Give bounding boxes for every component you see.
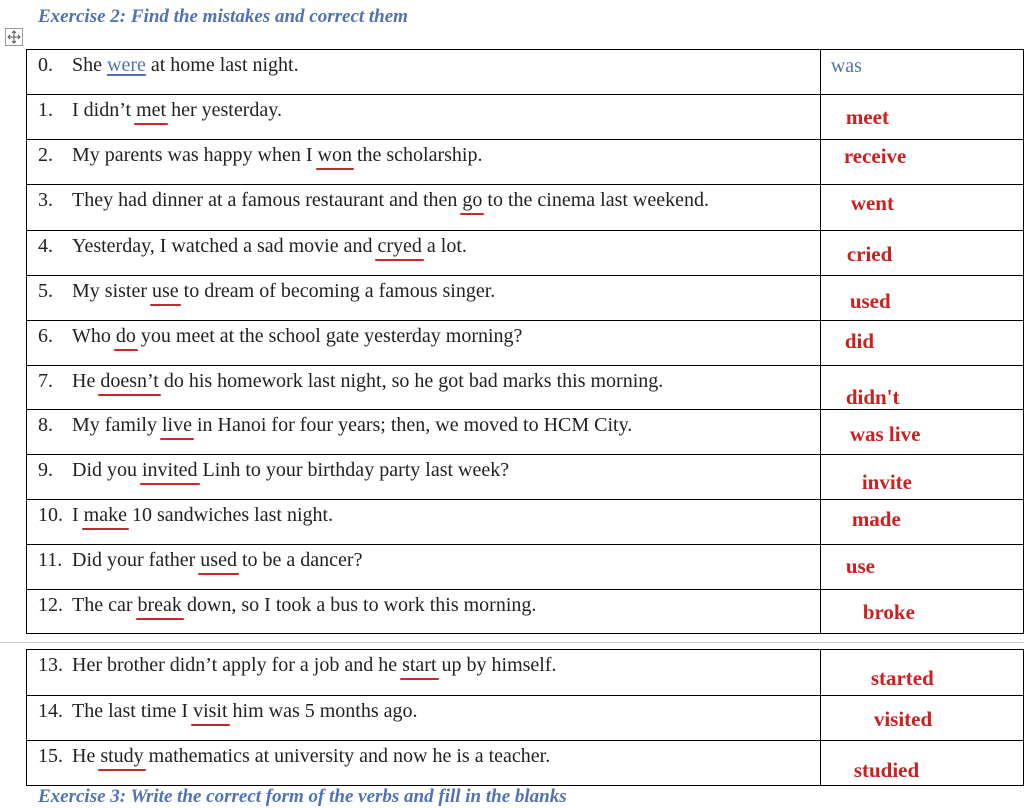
question-cell	[27, 50, 821, 95]
sentence-start: He	[72, 370, 101, 392]
question-number: 3.	[38, 189, 53, 211]
question-number: 5.	[38, 280, 53, 302]
sentence-end: 10 sandwiches last night.	[126, 504, 334, 526]
sentence-start: My sister	[72, 280, 152, 302]
table-row	[27, 95, 1024, 140]
exercise-title: Exercise 2: Find the mistakes and correct them	[38, 6, 408, 27]
sentence-start: Did your father	[72, 549, 201, 571]
sentence-start: Did you	[72, 459, 142, 481]
question-text	[38, 144, 482, 167]
table-row	[27, 366, 1024, 410]
table-row	[27, 185, 1024, 231]
answer-cell[interactable]	[820, 95, 1023, 140]
question-cell	[27, 366, 821, 410]
question-number: 4.	[38, 235, 53, 257]
answer-cell[interactable]	[820, 231, 1023, 276]
sentence-start: I	[72, 504, 84, 526]
question-text	[38, 99, 282, 122]
sentence-end: you meet at the school gate yesterday morning?	[135, 325, 523, 347]
sentence-end: the scholarship.	[351, 144, 483, 166]
underlined-mistake: were	[107, 54, 146, 76]
question-text	[38, 235, 467, 258]
correction-answer: started	[870, 666, 934, 690]
question-cell	[27, 185, 821, 231]
answer-cell[interactable]	[820, 276, 1023, 321]
question-text	[38, 54, 299, 77]
correction-answer: used	[849, 289, 891, 313]
table-row	[27, 276, 1024, 321]
correction-answer: studied	[853, 758, 920, 782]
question-cell	[27, 140, 821, 185]
table-row	[27, 140, 1024, 185]
exercise-table-part-1	[26, 49, 1024, 634]
table-row	[27, 696, 1024, 741]
table-row	[27, 50, 1024, 95]
answer-cell[interactable]	[820, 366, 1023, 410]
underlined-mistake: met	[136, 99, 167, 121]
question-text	[38, 370, 663, 393]
underlined-mistake: live	[162, 414, 192, 436]
table-row	[27, 455, 1024, 500]
sentence-start: Who	[72, 325, 116, 347]
sample-answer: was	[830, 55, 862, 77]
sentence-start: Her brother didn’t apply for a job and he	[72, 654, 403, 676]
sentence-start: My family	[72, 414, 162, 436]
answer-cell[interactable]	[820, 321, 1023, 366]
sentence-end: him was 5 months ago.	[227, 700, 418, 722]
underlined-mistake: study	[100, 745, 144, 767]
question-number: 10.	[38, 504, 63, 526]
question-number: 6.	[38, 325, 53, 347]
table-row	[27, 410, 1024, 455]
underlined-mistake: do	[115, 325, 136, 347]
answer-cell[interactable]	[820, 545, 1023, 590]
question-cell	[27, 455, 821, 500]
underlined-mistake: doesn’t	[100, 370, 159, 392]
question-number: 15.	[38, 745, 63, 767]
sentence-start: The last time I	[72, 700, 194, 722]
answer-cell[interactable]	[820, 140, 1023, 185]
sentence-start: The car	[72, 594, 138, 616]
question-cell	[27, 545, 821, 590]
sentence-end: mathematics at university and now he is a teacher.	[143, 745, 551, 767]
table-row	[27, 231, 1024, 276]
sentence-end: down, so I took a bus to work this morning.	[181, 594, 537, 616]
correction-answer: visited	[873, 707, 933, 731]
correction-answer: meet	[845, 105, 889, 129]
sentence-end: do his homework last night, so he got bad marks this morning.	[158, 370, 664, 392]
question-number: 13.	[38, 654, 63, 676]
underlined-mistake: go	[462, 189, 483, 211]
page-break-line	[0, 642, 1024, 643]
sentence-start: My parents was happy when I	[72, 144, 318, 166]
answer-cell[interactable]	[820, 500, 1023, 545]
correction-answer: use	[845, 554, 875, 578]
sentence-end: to the cinema last weekend.	[482, 189, 710, 211]
question-text	[38, 459, 509, 482]
underlined-mistake: invited	[142, 459, 198, 481]
sentence-start: She	[72, 54, 107, 76]
correction-answer: did	[844, 329, 875, 353]
correction-answer: broke	[862, 600, 915, 624]
sentence-end: her yesterday.	[166, 99, 282, 121]
question-text	[38, 549, 362, 572]
question-cell	[27, 276, 821, 321]
underlined-mistake: won	[317, 144, 352, 166]
question-cell	[27, 410, 821, 455]
sentence-end: to dream of becoming a famous singer.	[178, 280, 496, 302]
question-number: 7.	[38, 370, 53, 392]
sentence-end: at home last night.	[145, 54, 299, 76]
question-text	[38, 594, 536, 617]
question-number: 1.	[38, 99, 53, 121]
correction-answer: invite	[861, 470, 912, 494]
question-number: 9.	[38, 459, 53, 481]
correction-answer: was live	[849, 422, 921, 446]
question-number: 14.	[38, 700, 63, 722]
sentence-start: Yesterday, I watched a sad movie and	[72, 235, 378, 257]
question-cell	[27, 741, 821, 786]
answer-cell[interactable]	[820, 696, 1023, 741]
question-cell	[27, 95, 821, 140]
underlined-mistake: break	[137, 594, 182, 616]
sentence-start: He	[72, 745, 101, 767]
underlined-mistake: use	[152, 280, 179, 302]
table-row	[27, 500, 1024, 545]
next-exercise-title: Exercise 3: Write the correct form of the verbs and fill in the blanks	[38, 786, 567, 807]
table-row	[27, 741, 1024, 786]
question-text	[38, 654, 557, 677]
sentence-end: in Hanoi for four years; then, we moved to HCM City.	[192, 414, 633, 436]
sentence-start: I didn’t	[72, 99, 137, 121]
question-cell	[27, 696, 821, 741]
table-row	[27, 545, 1024, 590]
table-row	[27, 590, 1024, 634]
underlined-mistake: cryed	[377, 235, 422, 257]
table-move-handle-icon[interactable]	[5, 28, 23, 46]
question-text	[38, 700, 418, 723]
question-cell	[27, 500, 821, 545]
correction-answer: didn't	[845, 385, 900, 409]
answer-cell[interactable]	[820, 741, 1023, 786]
underlined-mistake: make	[83, 504, 127, 526]
question-cell	[27, 321, 821, 366]
answer-cell[interactable]	[820, 50, 1023, 95]
sentence-end: a lot.	[421, 235, 467, 257]
answer-cell[interactable]	[820, 590, 1023, 634]
question-number: 11.	[38, 549, 63, 571]
question-number: 8.	[38, 414, 53, 436]
question-cell	[27, 231, 821, 276]
correction-answer: receive	[843, 144, 907, 168]
answer-cell[interactable]	[820, 410, 1023, 455]
underlined-mistake: visit	[193, 700, 228, 722]
correction-answer: went	[850, 191, 894, 215]
question-text	[38, 414, 632, 437]
sentence-start: They had dinner at a famous restaurant and then	[72, 189, 463, 211]
correction-answer: made	[851, 507, 901, 531]
underlined-mistake: used	[200, 549, 237, 571]
question-text	[38, 189, 709, 212]
sentence-end: Linh to your birthday party last week?	[197, 459, 510, 481]
exercise-table-part-2	[26, 649, 1024, 786]
question-cell	[27, 590, 821, 634]
sentence-end: to be a dancer?	[236, 549, 363, 571]
question-number: 12.	[38, 594, 63, 616]
question-number: 0.	[38, 54, 53, 76]
question-text	[38, 325, 522, 348]
underlined-mistake: start	[402, 654, 437, 676]
question-cell	[27, 650, 821, 696]
table-row	[27, 321, 1024, 366]
question-text	[38, 280, 495, 303]
answer-cell[interactable]	[820, 185, 1023, 231]
sentence-end: up by himself.	[436, 654, 557, 676]
question-text	[38, 745, 550, 768]
correction-answer: cried	[846, 242, 893, 266]
answer-cell[interactable]	[820, 650, 1023, 696]
question-text	[38, 504, 333, 527]
answer-cell[interactable]	[820, 455, 1023, 500]
question-number: 2.	[38, 144, 53, 166]
table-row	[27, 650, 1024, 696]
